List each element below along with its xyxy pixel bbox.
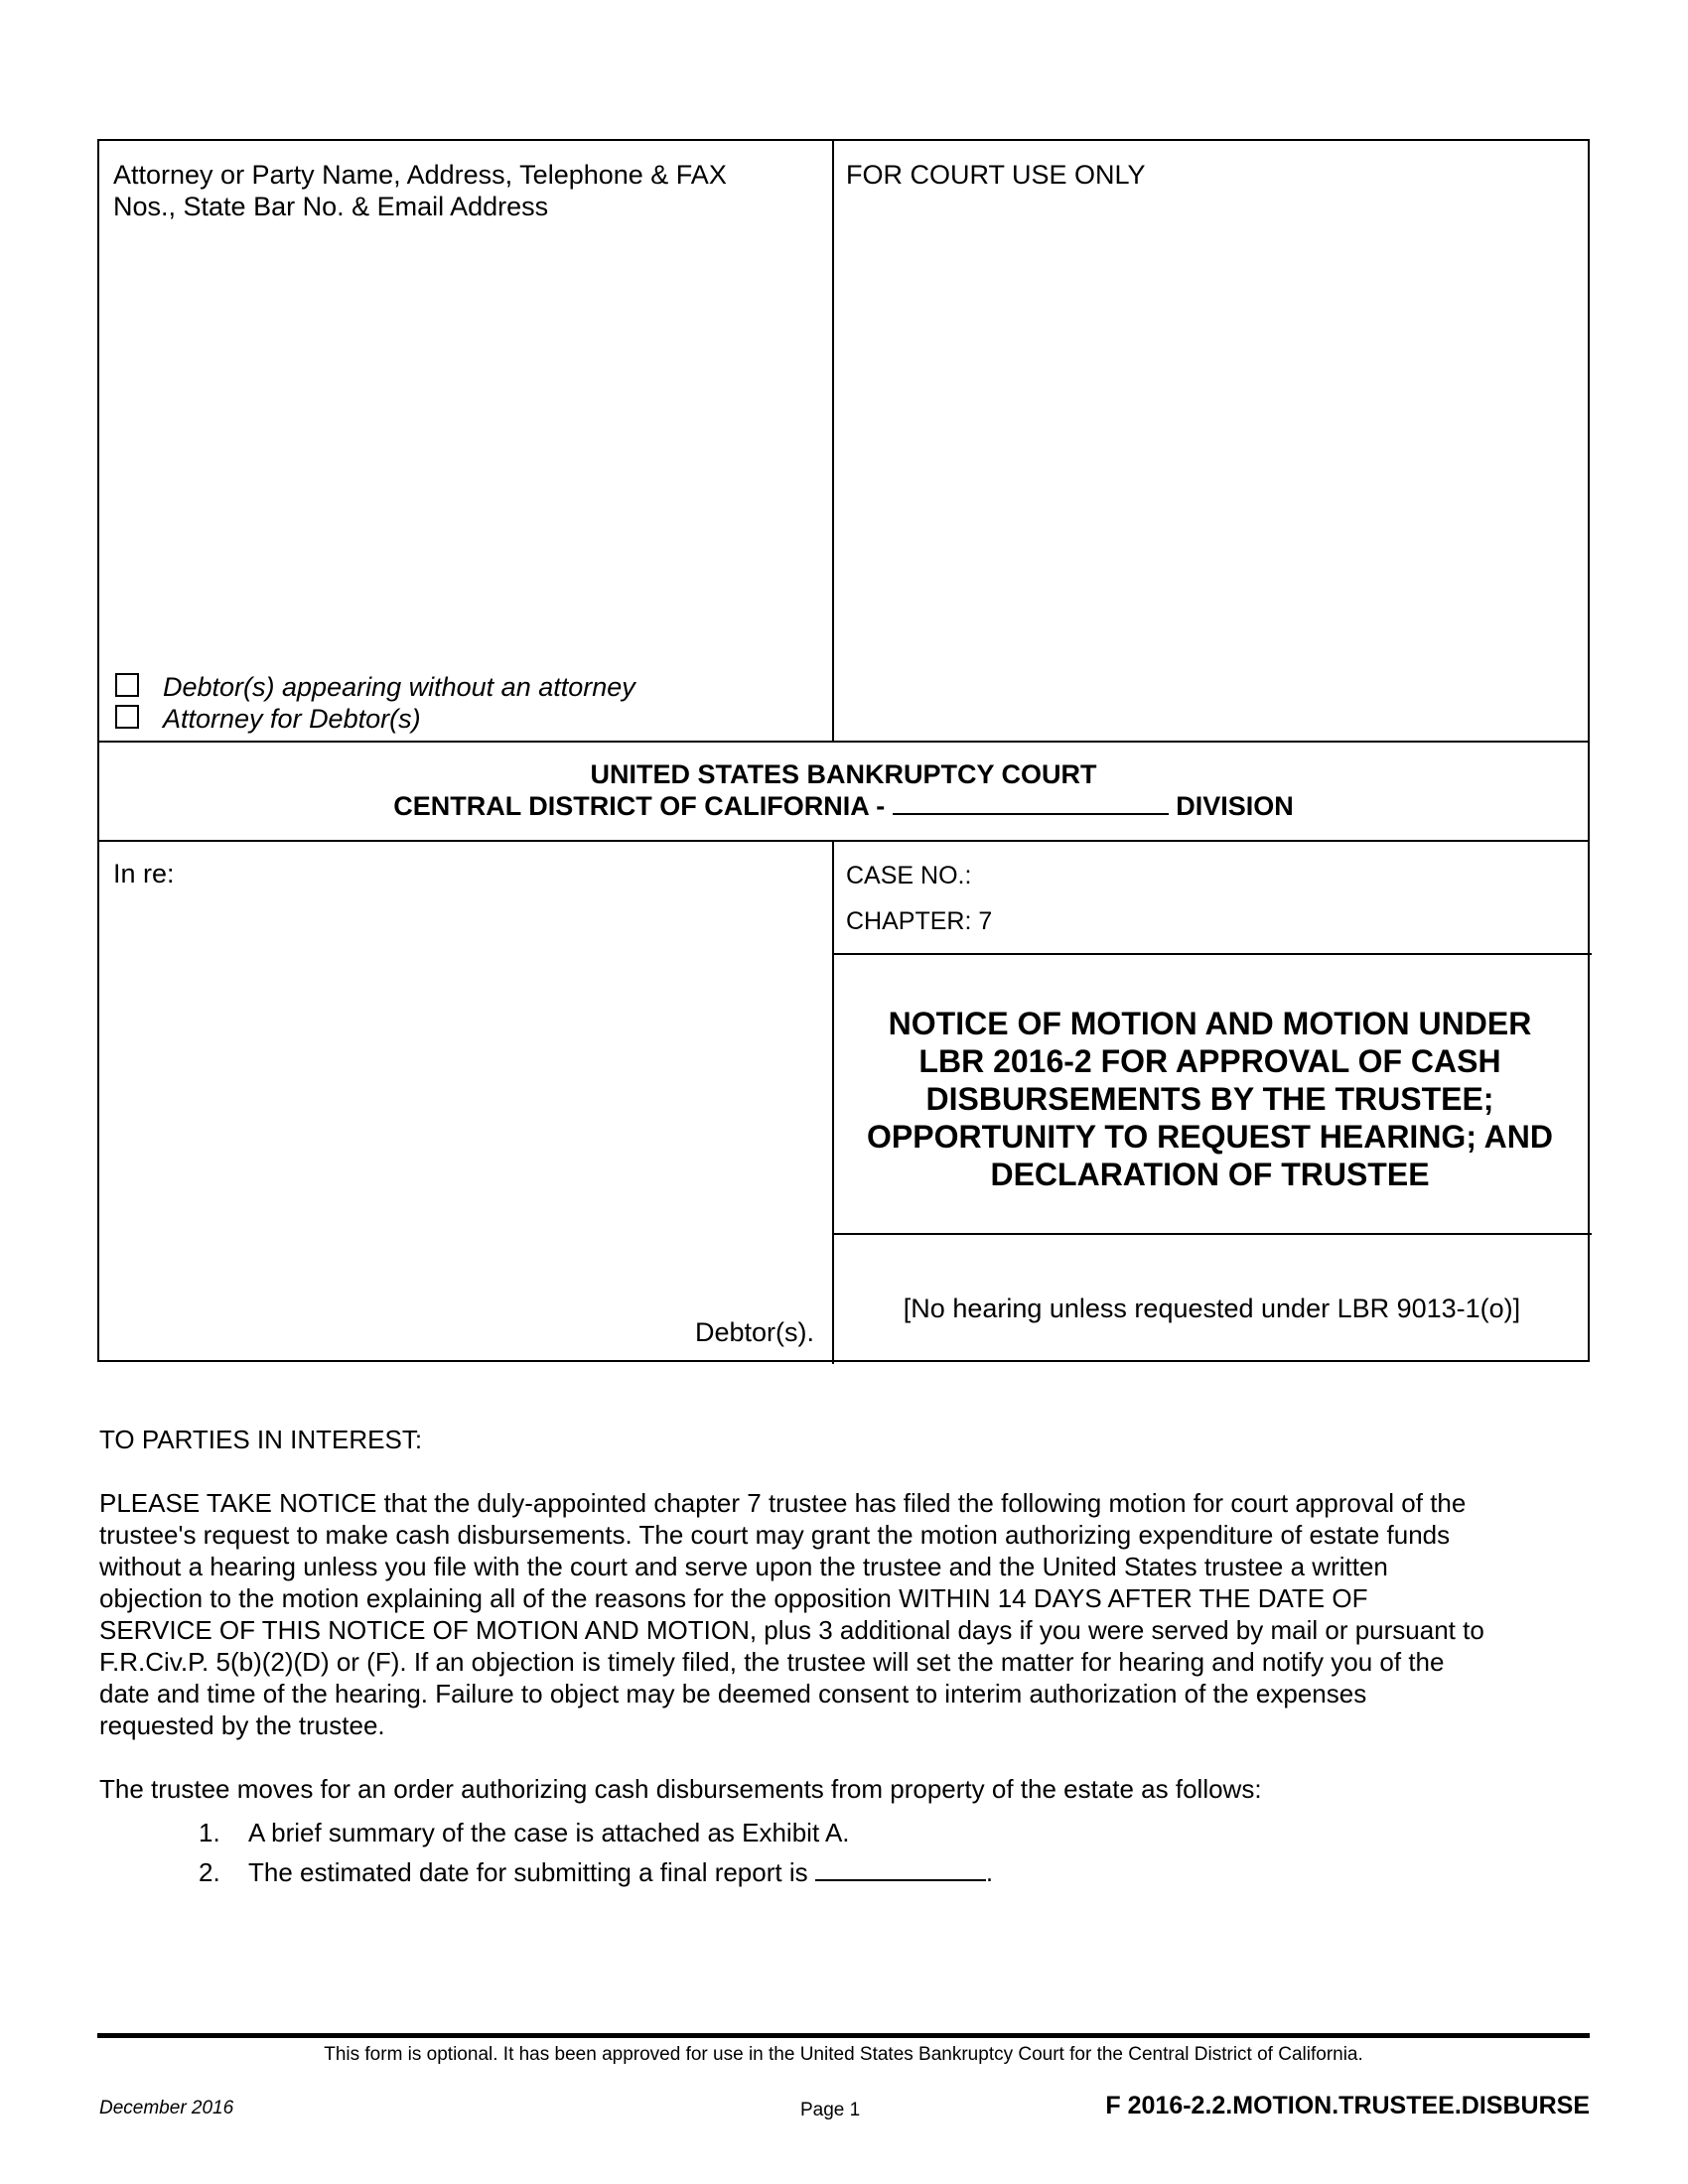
case-no-label: CASE NO.:	[846, 862, 972, 889]
list-item	[199, 1856, 993, 1888]
item-2-number: 2.	[199, 1857, 220, 1887]
court-name-block	[99, 758, 1588, 822]
attorney-label-line1: Attorney or Party Name, Address, Telephone & FAX	[113, 160, 727, 190]
notice-line-4: objection to the motion explaining all of the reasons for the opposition WITHIN 14 DAYS AFTER THE DATE OF	[99, 1583, 1368, 1613]
item-1-number: 1.	[199, 1818, 220, 1847]
item-1-text: A brief summary of the case is attached as Exhibit A.	[248, 1818, 850, 1847]
caption-rule-court-bottom	[99, 840, 1588, 842]
title-line-2: LBR 2016-2 FOR APPROVAL OF CASH	[918, 1043, 1501, 1079]
title-line-3: DISBURSEMENTS BY THE TRUSTEE;	[925, 1081, 1494, 1117]
caption-rule-title-bottom	[832, 1233, 1592, 1235]
debtor-without-attorney-label: Debtor(s) appearing without an attorney	[163, 672, 635, 702]
title-line-4: OPPORTUNITY TO REQUEST HEARING; AND	[866, 1119, 1553, 1155]
caption-rule-court-top	[99, 741, 1588, 743]
list-item	[199, 1817, 850, 1848]
notice-line-8: requested by the trustee.	[99, 1710, 385, 1740]
notice-line-5: SERVICE OF THIS NOTICE OF MOTION AND MOTION, plus 3 additional days if you were served by mail or pursuant to	[99, 1615, 1484, 1645]
caption-divider-top	[832, 141, 834, 741]
item-2-suffix: .	[985, 1857, 994, 1887]
final-report-date-blank[interactable]	[815, 1857, 986, 1881]
title-line-5: DECLARATION OF TRUSTEE	[990, 1157, 1430, 1192]
footer-optional-note: This form is optional. It has been approved for use in the United States Bankruptcy Court for the Central District of California.	[324, 2044, 1363, 2065]
notice-line-6: F.R.Civ.P. 5(b)(2)(D) or (F). If an objection is timely filed, the trustee will set the matter for hearing and notify you of the	[99, 1647, 1445, 1677]
attorney-label-line2: Nos., State Bar No. & Email Address	[113, 192, 549, 221]
caption-rule-case-bottom	[832, 953, 1592, 955]
footer-form-id: F 2016-2.2.MOTION.TRUSTEE.DISBURSE	[1105, 2092, 1590, 2119]
notice-line-7: date and time of the hearing. Failure to object may be deemed consent to interim authorization of the expenses	[99, 1679, 1367, 1708]
court-line2-suffix: DIVISION	[1176, 791, 1294, 821]
motion-title	[832, 1005, 1588, 1193]
court-line1: UNITED STATES BANKRUPTCY COURT	[590, 759, 1097, 789]
notice-line-3: without a hearing unless you file with the court and serve upon the trustee and the United States trustee a written	[99, 1552, 1388, 1581]
hearing-note: [No hearing unless requested under LBR 9013-1(o)]	[903, 1294, 1521, 1323]
attorney-for-debtor-label: Attorney for Debtor(s)	[163, 704, 421, 734]
title-line-1: NOTICE OF MOTION AND MOTION UNDER	[888, 1006, 1532, 1041]
debtor-without-attorney-checkbox[interactable]	[115, 673, 139, 697]
motion-intro: The trustee moves for an order authorizing cash disbursements from property of the estate as follows:	[99, 1774, 1262, 1804]
debtors-label: Debtor(s).	[695, 1317, 815, 1347]
court-line2	[99, 790, 1588, 822]
in-re-label: In re:	[113, 859, 175, 888]
division-blank[interactable]	[893, 791, 1169, 815]
footer-page-number: Page 1	[800, 2100, 861, 2120]
attorney-for-debtor-checkbox[interactable]	[115, 705, 139, 729]
footer-rule	[97, 2033, 1590, 2038]
notice-line-1: PLEASE TAKE NOTICE that the duly-appointed chapter 7 trustee has filed the following motion for court approval of the	[99, 1488, 1467, 1518]
item-2-text: The estimated date for submitting a final report is	[248, 1857, 815, 1887]
notice-line-2: trustee's request to make cash disbursements. The court may grant the motion authorizing expenditure of estate funds	[99, 1520, 1451, 1550]
court-line2-prefix: CENTRAL DISTRICT OF CALIFORNIA -	[393, 791, 893, 821]
chapter-label: CHAPTER: 7	[846, 907, 993, 935]
salutation: TO PARTIES IN INTEREST:	[99, 1425, 423, 1454]
footer-date: December 2016	[99, 2098, 234, 2118]
notice-paragraph	[99, 1487, 1599, 1741]
court-use-only-label: FOR COURT USE ONLY	[846, 160, 1146, 190]
